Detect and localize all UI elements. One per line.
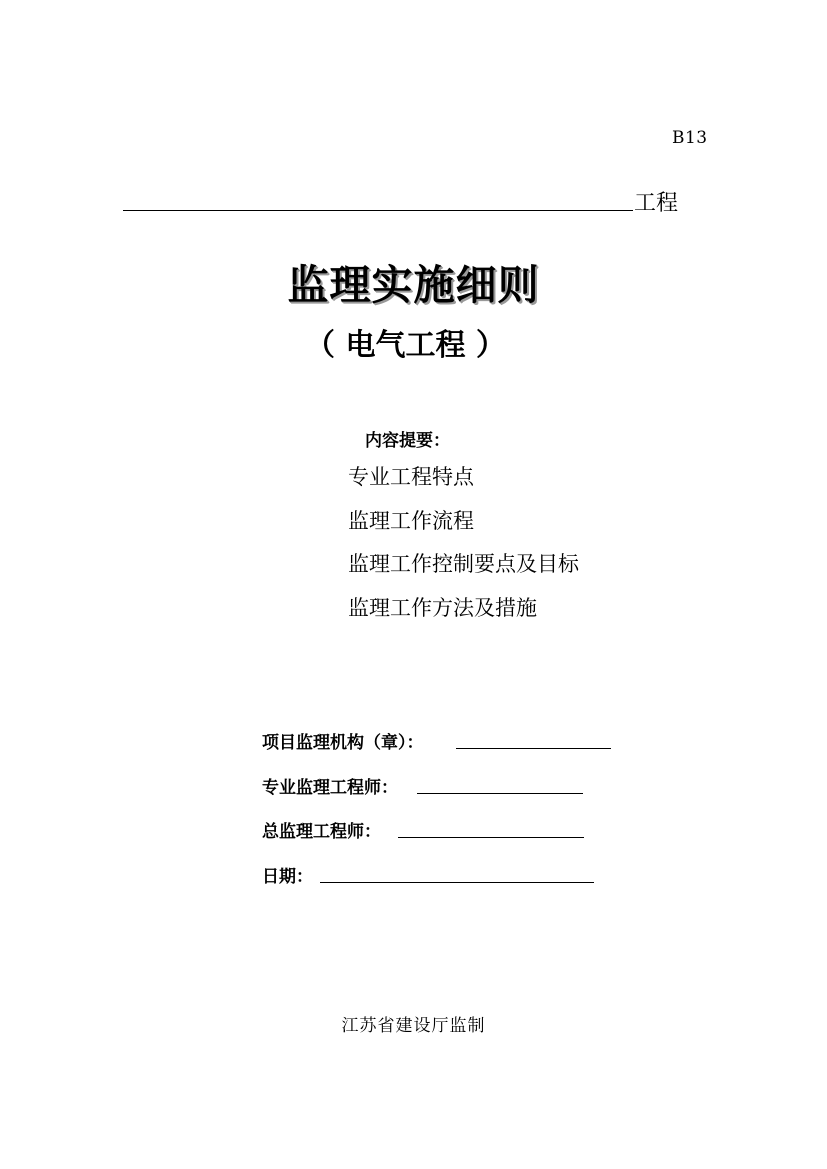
summary-heading: 内容提要： xyxy=(365,431,450,451)
signature-blank-specialist[interactable] xyxy=(417,793,583,794)
document-subtitle: （ 电气工程 ） xyxy=(305,328,506,363)
document-title: 监理实施细则 xyxy=(287,261,540,309)
signature-blank-date[interactable] xyxy=(320,882,594,883)
signature-blank-chief[interactable] xyxy=(398,837,584,838)
project-name-blank[interactable] xyxy=(123,210,633,211)
document-code: B13 xyxy=(672,128,708,148)
summary-item: 监理工作方法及措施 xyxy=(348,595,537,620)
project-suffix: 工程 xyxy=(634,191,679,216)
signature-label-org: 项目监理机构（章）： xyxy=(262,733,424,753)
summary-item: 监理工作流程 xyxy=(348,508,474,533)
project-name-row xyxy=(123,184,693,214)
signature-blank-org[interactable] xyxy=(456,748,611,749)
summary-list xyxy=(348,462,579,636)
signature-label-chief: 总监理工程师： xyxy=(262,822,381,842)
summary-item: 监理工作控制要点及目标 xyxy=(348,552,579,576)
signature-label-specialist: 专业监理工程师： xyxy=(262,777,398,798)
summary-item: 专业工程特点 xyxy=(348,465,474,489)
issuer-footer: 江苏省建设厅监制 xyxy=(341,1016,486,1036)
signature-label-date: 日期： xyxy=(262,866,313,887)
